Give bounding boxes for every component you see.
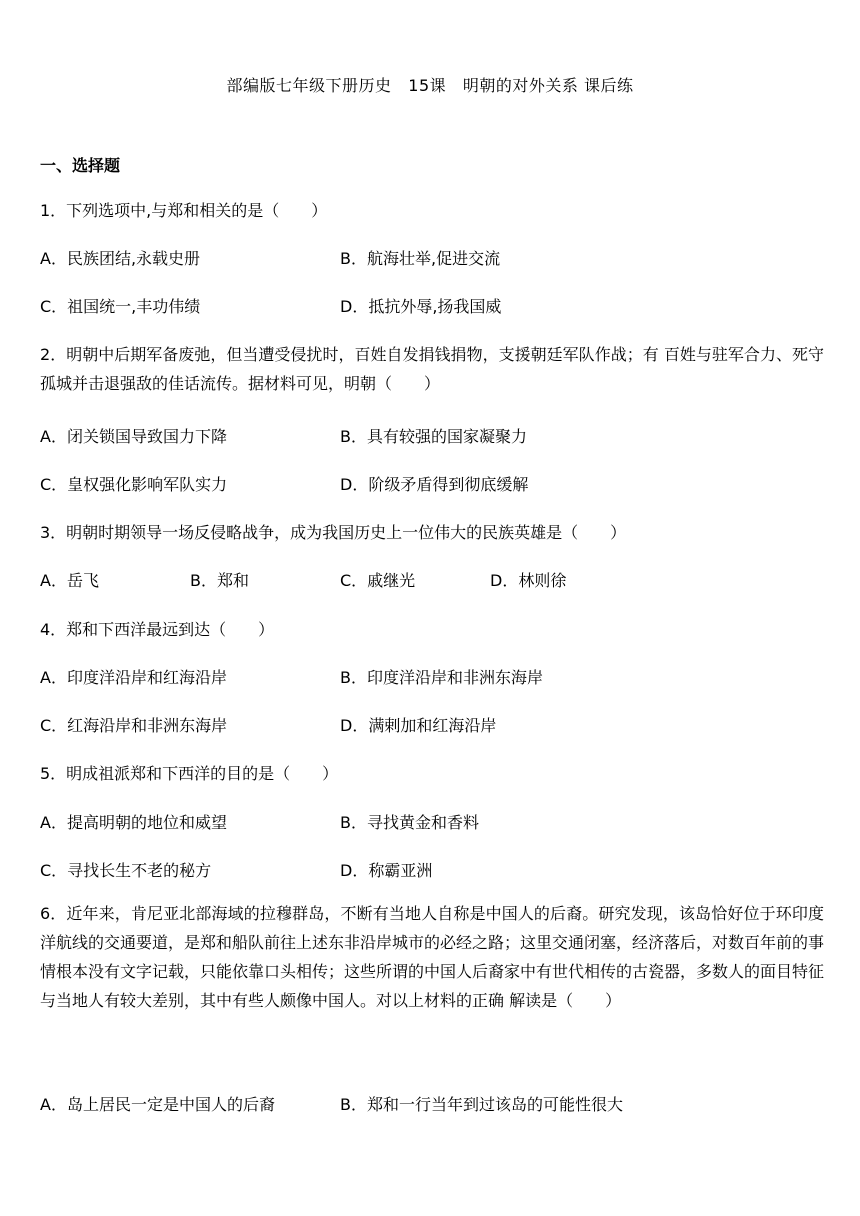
question-stem: 6．近年来，肯尼亚北部海域的拉穆群岛，不断有当地人自称是中国人的后裔。研究发现，该岛恰好位于环印度洋航线的交通要道，是郑和船队前往上述东非沿岸城市的必经之路；这里交通闭塞，经济落后，对数百年前的事情根本没有文字记载，只能依靠口头相传；这些所谓的中国人后裔家中有世代相传的古瓷器，多数人的面目特征与当地人有较大差别，其中有些人颇像中国人。对以上材料的正确 解读是（ ） <box>40 904 825 1010</box>
option-b: B．郑和 <box>190 571 249 590</box>
question-stem: 3．明朝时期领导一场反侵略战争，成为我国历史上一位伟大的民族英雄是（ ） <box>40 523 627 542</box>
section-heading: 一、选择题 <box>40 156 121 175</box>
option-d: D．林则徐 <box>490 571 567 590</box>
option-d: D．称霸亚洲 <box>340 861 433 880</box>
option-c: C．戚继光 <box>340 571 416 590</box>
option-b: B．寻找黄金和香料 <box>340 813 479 832</box>
option-b: B．郑和一行当年到过该岛的可能性很大 <box>340 1095 623 1114</box>
option-a: A．民族团结,永载史册 <box>40 249 201 268</box>
option-b: B．航海壮举,促进交流 <box>340 249 501 268</box>
question-stem: 1．下列选项中,与郑和相关的是（ ） <box>40 201 328 220</box>
option-d: D．抵抗外辱,扬我国威 <box>340 297 502 316</box>
option-b: B．具有较强的国家凝聚力 <box>340 427 527 446</box>
option-d: D．满剌加和红海沿岸 <box>340 716 497 735</box>
question-stem: 4．郑和下西洋最远到达（ ） <box>40 620 275 639</box>
option-a: A．印度洋沿岸和红海沿岸 <box>40 668 227 687</box>
question-stem: 2．明朝中后期军备废弛，但当遭受侵扰时，百姓自发捐钱捐物，支援朝廷军队作战；有 百姓与驻军合力、死守孤城并击退强敌的佳话流传。据材料可见，明朝（ ） <box>40 345 824 393</box>
question-stem: 5．明成祖派郑和下西洋的目的是（ ） <box>40 764 339 783</box>
option-a: A．闭关锁国导致国力下降 <box>40 427 227 446</box>
option-b: B．印度洋沿岸和非洲东海岸 <box>340 668 543 687</box>
option-c: C．祖国统一,丰功伟绩 <box>40 297 201 316</box>
option-a: A．岳飞 <box>40 571 99 590</box>
option-a: A．提高明朝的地位和威望 <box>40 813 227 832</box>
option-c: C．皇权强化影响军队实力 <box>40 475 228 494</box>
option-c: C．寻找长生不老的秘方 <box>40 861 212 880</box>
option-a: A．岛上居民一定是中国人的后裔 <box>40 1095 275 1114</box>
option-c: C．红海沿岸和非洲东海岸 <box>40 716 228 735</box>
document-title: 部编版七年级下册历史 15课 明朝的对外关系 课后练 <box>226 76 634 95</box>
option-d: D．阶级矛盾得到彻底缓解 <box>340 475 529 494</box>
